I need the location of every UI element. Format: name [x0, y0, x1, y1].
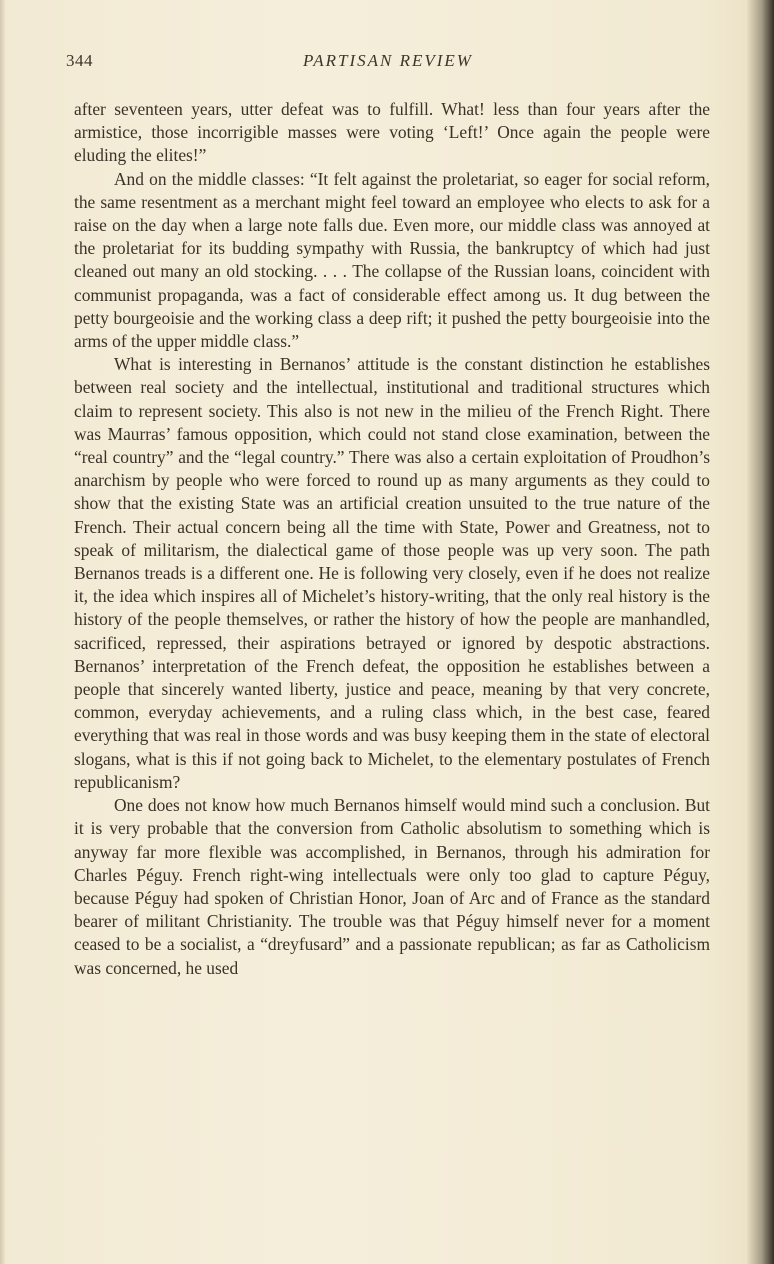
running-head: PARTISAN REVIEW: [303, 51, 473, 70]
body-text: [74, 98, 710, 980]
page-number: 344: [66, 51, 93, 70]
spine-shadow: [746, 0, 774, 1264]
paragraph-peguy: One does not know how much Bernanos himself would mind such a conclusion. But it is very probable that the conversion from Catholic absolutism to something which is anyway far more flexible was accomplished, in Bernanos, through his admiration for Charles Péguy. French right-wing intellectuals were only too glad to capture Péguy, because Péguy had spoken of Christian Honor, Joan of Arc and of France as the standard bearer of militant Christianity. The trouble was that Péguy himself never for a moment ceased to be a socialist, a “dreyfusard” and a passionate republican; as far as Catholicism was concerned, he used: [74, 795, 710, 978]
paragraph-middle-classes: And on the middle classes: “It felt against the proletariat, so eager for social reform, the same resentment as a merchant might feel toward an employee who elects to ask for a raise on the day when a large note falls due. Even more, our middle class was annoyed at the proletariat for its budding sympathy with Russia, the bankruptcy of which had just cleaned out many an old stocking. . . . The collapse of the Russian loans, coincident with communist propaganda, was a fact of considerable effect among us. It dug between the petty bourgeoisie and the working class a deep rift; it pushed the petty bourgeoisie into the arms of the upper middle class.”: [74, 168, 710, 352]
page-edge-shading: [0, 0, 6, 1264]
paragraph-continuation: after seventeen years, utter defeat was to fulfill. What! less than four years after the armistice, those incorrigible masses were voting ‘Left!’ Once again the people were eluding the elites!”: [74, 99, 710, 166]
paragraph-bernanos-attitude: What is interesting in Bernanos’ attitude is the constant distinction he establishes between real society and the intellectual, institutional and traditional structures which claim to represent society. This also is not new in the milieu of the French Right. There was Maurras’ famous opposition, which could not stand close examination, between the “real country” and the “legal country.” There was also a certain exploitation of Proudhon’s anarchism by people who were forced to round up as many arguments as they could to show that the existing State was an artificial creation unsuited to the true nature of the French. Their actual concern being all the time with State, Power and Greatness, not to speak of militarism, the dialectical game of those people was up very soon. The path Bernanos treads is a different one. He is following very closely, even if he does not realize it, the idea which inspires all of Michelet’s history-writing, that the only real history is the history of the people themselves, or rather the history of how the people are manhandled, sacrificed, repressed, their aspirations betrayed or ignored by despotic abstractions. Bernanos’ interpretation of the French defeat, the opposition he establishes between a people that sincerely wanted liberty, justice and peace, meaning by that very concrete, common, everyday achievements, and a ruling class which, in the best case, feared everything that was real in those words and was busy keeping them in the state of electoral slogans, what is this if not going back to Michelet, to the elementary postulates of French republicanism?: [74, 354, 710, 792]
page-header: [66, 51, 710, 75]
